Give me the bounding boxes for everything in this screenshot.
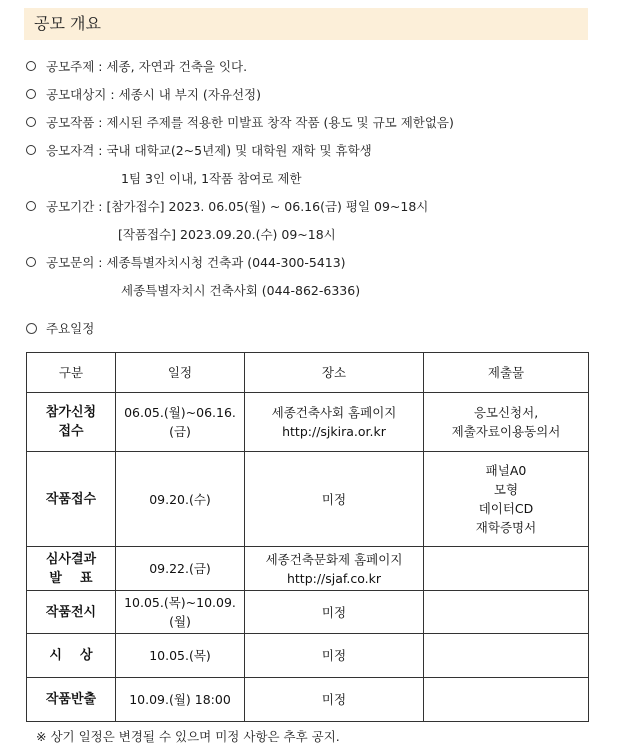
row-submission: 응모신청서, 제출자료이용동의서 bbox=[424, 393, 589, 452]
overview-eligibility-line2: 1팀 3인 이내, 1작품 참여로 제한 bbox=[121, 171, 302, 186]
header-place: 장소 bbox=[245, 353, 424, 393]
row-submission bbox=[424, 678, 589, 722]
table-row bbox=[27, 393, 589, 452]
row-date: 10.09.(월) 18:00 bbox=[116, 678, 245, 722]
circle-outline-icon bbox=[26, 323, 37, 334]
row-submission: 패널A0 모형 데이터CD 재학증명서 bbox=[424, 452, 589, 547]
header-submission: 제출물 bbox=[424, 353, 589, 393]
row-place: 미정 bbox=[245, 634, 424, 678]
row-date: 10.05.(목) bbox=[116, 634, 245, 678]
circle-bullet-icon bbox=[26, 117, 36, 127]
overview-period-line2: [작품접수] 2023.09.20.(수) 09~18시 bbox=[118, 227, 336, 242]
row-place: 세종건축사회 홈페이지 http://sjkira.or.kr bbox=[245, 393, 424, 452]
footnote: ※ 상기 일정은 변경될 수 있으며 미정 사항은 추후 공지. bbox=[36, 729, 340, 744]
circle-bullet-icon bbox=[26, 61, 36, 71]
table-row bbox=[27, 634, 589, 678]
row-submission bbox=[424, 591, 589, 634]
circle-bullet-icon bbox=[26, 201, 36, 211]
header-date: 일정 bbox=[116, 353, 245, 393]
row-category: 시 상 bbox=[27, 634, 116, 678]
row-place: 미정 bbox=[245, 678, 424, 722]
row-date: 09.20.(수) bbox=[116, 452, 245, 547]
row-place: 미정 bbox=[245, 452, 424, 547]
header-category: 구분 bbox=[27, 353, 116, 393]
circle-bullet-icon bbox=[26, 145, 36, 155]
table-row bbox=[27, 452, 589, 547]
row-date: 10.05.(목)~10.09.(월) bbox=[116, 591, 245, 634]
row-place: 세종건축문화제 홈페이지 http://sjaf.co.kr bbox=[245, 547, 424, 591]
row-submission bbox=[424, 634, 589, 678]
row-category: 참가신청 접수 bbox=[27, 393, 116, 452]
row-place: 미정 bbox=[245, 591, 424, 634]
overview-inquiry-line2: 세종특별자치시 건축사회 (044-862-6336) bbox=[121, 283, 361, 298]
row-category: 작품반출 bbox=[27, 678, 116, 722]
row-date: 06.05.(월)~06.16.(금) bbox=[116, 393, 245, 452]
row-submission bbox=[424, 547, 589, 591]
table-header-row bbox=[27, 353, 589, 393]
section-title: 공모 개요 bbox=[24, 8, 588, 40]
circle-bullet-icon bbox=[26, 89, 36, 99]
circle-bullet-icon bbox=[26, 257, 36, 267]
row-category: 작품전시 bbox=[27, 591, 116, 634]
row-date: 09.22.(금) bbox=[116, 547, 245, 591]
row-category: 심사결과 발 표 bbox=[27, 547, 116, 591]
table-row bbox=[27, 678, 589, 722]
schedule-table bbox=[26, 352, 589, 722]
row-category: 작품접수 bbox=[27, 452, 116, 547]
table-row bbox=[27, 547, 589, 591]
table-row bbox=[27, 591, 589, 634]
